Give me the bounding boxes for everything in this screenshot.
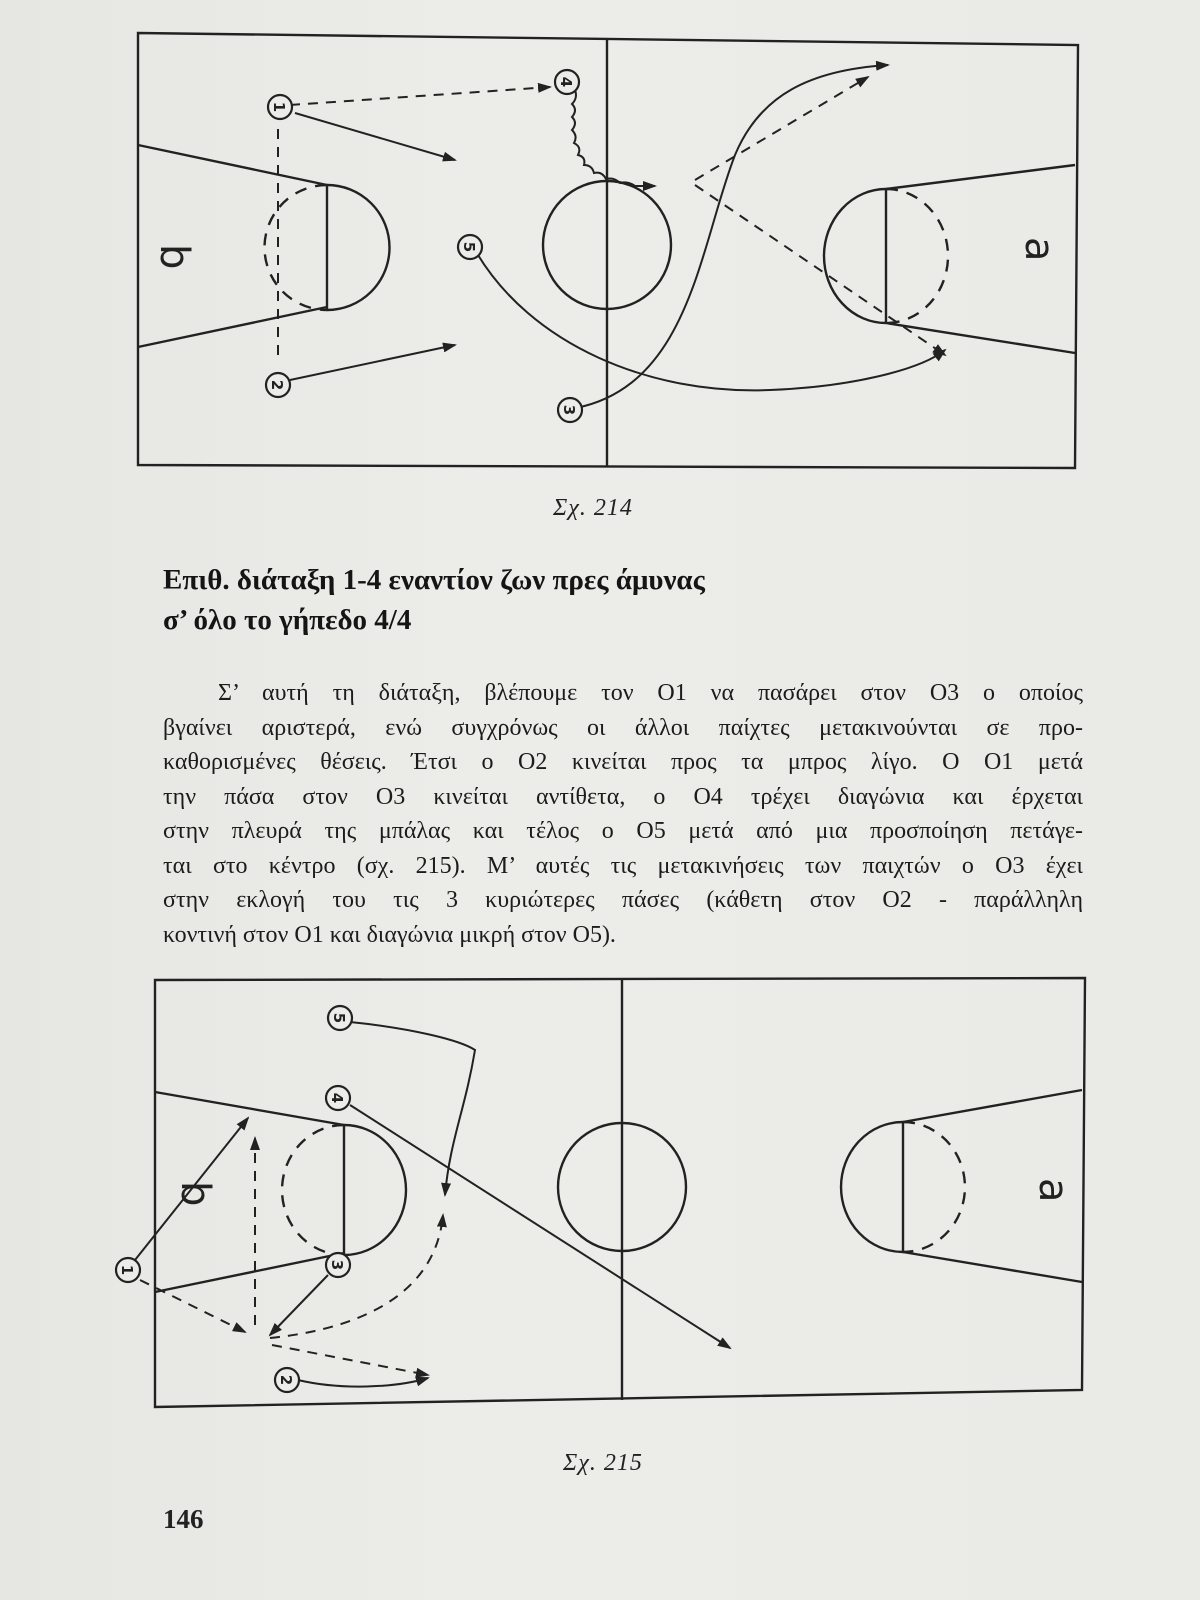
- body-paragraph: [163, 676, 1083, 952]
- svg-text:4: 4: [328, 1092, 346, 1104]
- paragraph-line: την πάσα στον Ο3 κινείται αντίθετα, ο Ο4 τρέχει διαγώνια και έρχεται: [163, 783, 1083, 810]
- svg-text:1: 1: [118, 1264, 136, 1276]
- svg-text:3: 3: [328, 1259, 346, 1271]
- figure-caption-215: Σχ. 215: [563, 1450, 643, 1476]
- basket-label-a: a: [1030, 1178, 1076, 1203]
- svg-text:2: 2: [277, 1374, 295, 1386]
- section-heading: [163, 560, 1063, 640]
- basket-label-b: b: [172, 1181, 218, 1207]
- player-o5: [458, 235, 482, 259]
- paragraph-line: στην πλευρά της μπάλας και τέλος ο Ο5 μετά από μια προσποίηση πετάγε-: [163, 818, 1083, 844]
- svg-text:5: 5: [460, 241, 478, 253]
- paragraph-line: βγαίνει αριστερά, ενώ συγχρόνως οι άλλοι παίχτες μετακινούνται σε προ-: [163, 714, 1083, 741]
- player-o3: [326, 1253, 350, 1277]
- paragraph-line: Σ’ αυτή τη διάταξη, βλέπουμε τον Ο1 να πασάρει στον Ο3 ο οποίος: [218, 680, 1083, 706]
- court-lines: [155, 978, 1085, 1407]
- court-diagram-214: [130, 25, 1090, 475]
- player-o1: [268, 95, 292, 119]
- paragraph-line: καθορισμένες θέσεις. Έτσι ο Ο2 κινείται προς τα μπρος λίγο. Ο Ο1 μετά: [163, 749, 1083, 775]
- player-o2: [266, 373, 290, 397]
- basket-label-a: a: [1016, 237, 1062, 262]
- paragraph-line: ται στο κέντρο (σχ. 215). Μ’ αυτές τις μετακινήσεις των παιχτών ο Ο3 έχει: [163, 852, 1083, 879]
- svg-text:3: 3: [560, 404, 578, 416]
- svg-text:5: 5: [330, 1012, 348, 1024]
- court-diagram-215: [110, 970, 1100, 1420]
- figure-caption-214: Σχ. 214: [553, 495, 633, 521]
- svg-text:2: 2: [268, 379, 286, 391]
- paragraph-line: στην εκλογή του τις 3 κυριώτερες πάσες (κάθετη στον Ο2 - παράλληλη: [163, 887, 1083, 913]
- paragraph-line: κοντινή στον Ο1 και διαγώνια μικρή στον Ο5).: [163, 921, 616, 948]
- basket-label-b: b: [151, 244, 197, 270]
- heading-line-2: σ’ όλο το γήπεδο 4/4: [163, 604, 412, 636]
- player-o2: [275, 1368, 299, 1392]
- player-o4: [555, 70, 579, 94]
- player-o5: [328, 1006, 352, 1030]
- player-o1: [116, 1258, 140, 1282]
- player-o3: [558, 398, 582, 422]
- page-number: 146: [163, 1504, 204, 1534]
- svg-text:4: 4: [557, 76, 575, 88]
- movement-arrows: [135, 1022, 730, 1387]
- player-o4: [326, 1086, 350, 1110]
- svg-text:1: 1: [270, 101, 288, 113]
- heading-line-1: Επιθ. διάταξη 1-4 εναντίον ζων πρες άμυνας: [163, 564, 705, 596]
- movement-arrows: [278, 65, 945, 408]
